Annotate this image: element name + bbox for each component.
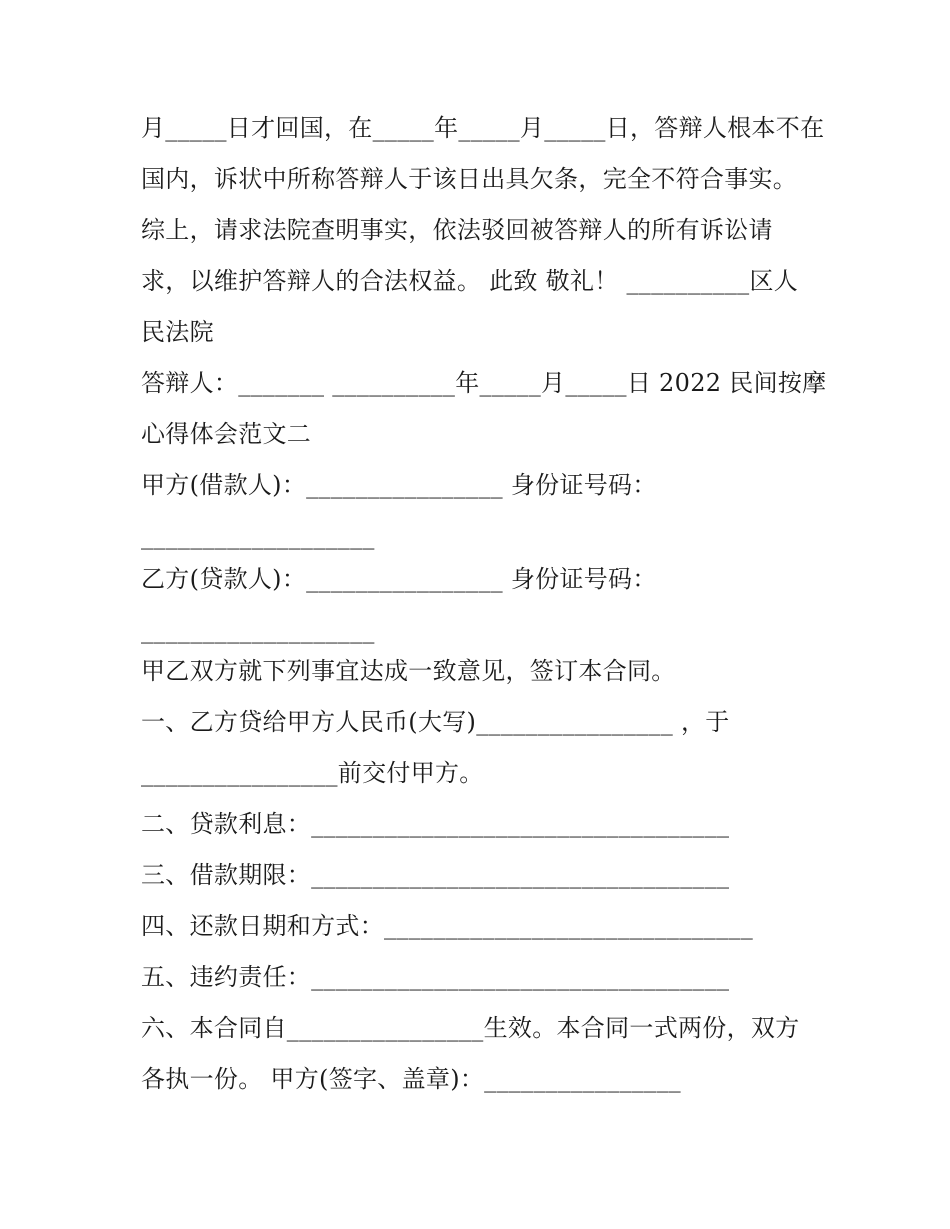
text-line: 答辩人：_______ __________年_____月_____日 2022 民间按摩 [141, 369, 827, 397]
text-line: 综上，请求法院查明事实，依法驳回被答辩人的所有诉讼请 [141, 216, 773, 244]
text-line: 四、还款日期和方式：______________________________ [141, 912, 753, 940]
text-line: 国内，诉状中所称答辩人于该日出具欠条，完全不符合事实。 [141, 165, 798, 193]
text-line: 心得体会范文二 [141, 420, 312, 448]
text-line: 甲乙双方就下列事宜达成一致意见，签订本合同。 [141, 657, 676, 685]
text-line: 各执一份。 甲方(签字、盖章)：________________ [141, 1065, 681, 1093]
text-line: ___________________ [141, 616, 375, 644]
text-line: 月_____日才回国，在_____年_____月_____日，答辩人根本不在 [141, 114, 825, 142]
text-line: ________________前交付甲方。 [141, 759, 484, 787]
text-line: 二、贷款利息：__________________________________ [141, 810, 730, 838]
text-line: 民法院 [141, 318, 214, 346]
text-line: 甲方(借款人)：________________ 身份证号码： [141, 471, 657, 499]
text-line: 五、违约责任：__________________________________ [141, 963, 730, 991]
text-line: ___________________ [141, 522, 375, 550]
text-line: 乙方(贷款人)：________________ 身份证号码： [141, 565, 657, 593]
text-line: 六、本合同自________________生效。本合同一式两份，双方 [141, 1014, 800, 1042]
text-line: 求，以维护答辩人的合法权益。 此致 敬礼！ __________区人 [141, 267, 799, 295]
text-line: 三、借款期限：__________________________________ [141, 861, 730, 889]
text-line: 一、乙方贷给甲方人民币(大写)________________ ，于 [141, 708, 730, 736]
